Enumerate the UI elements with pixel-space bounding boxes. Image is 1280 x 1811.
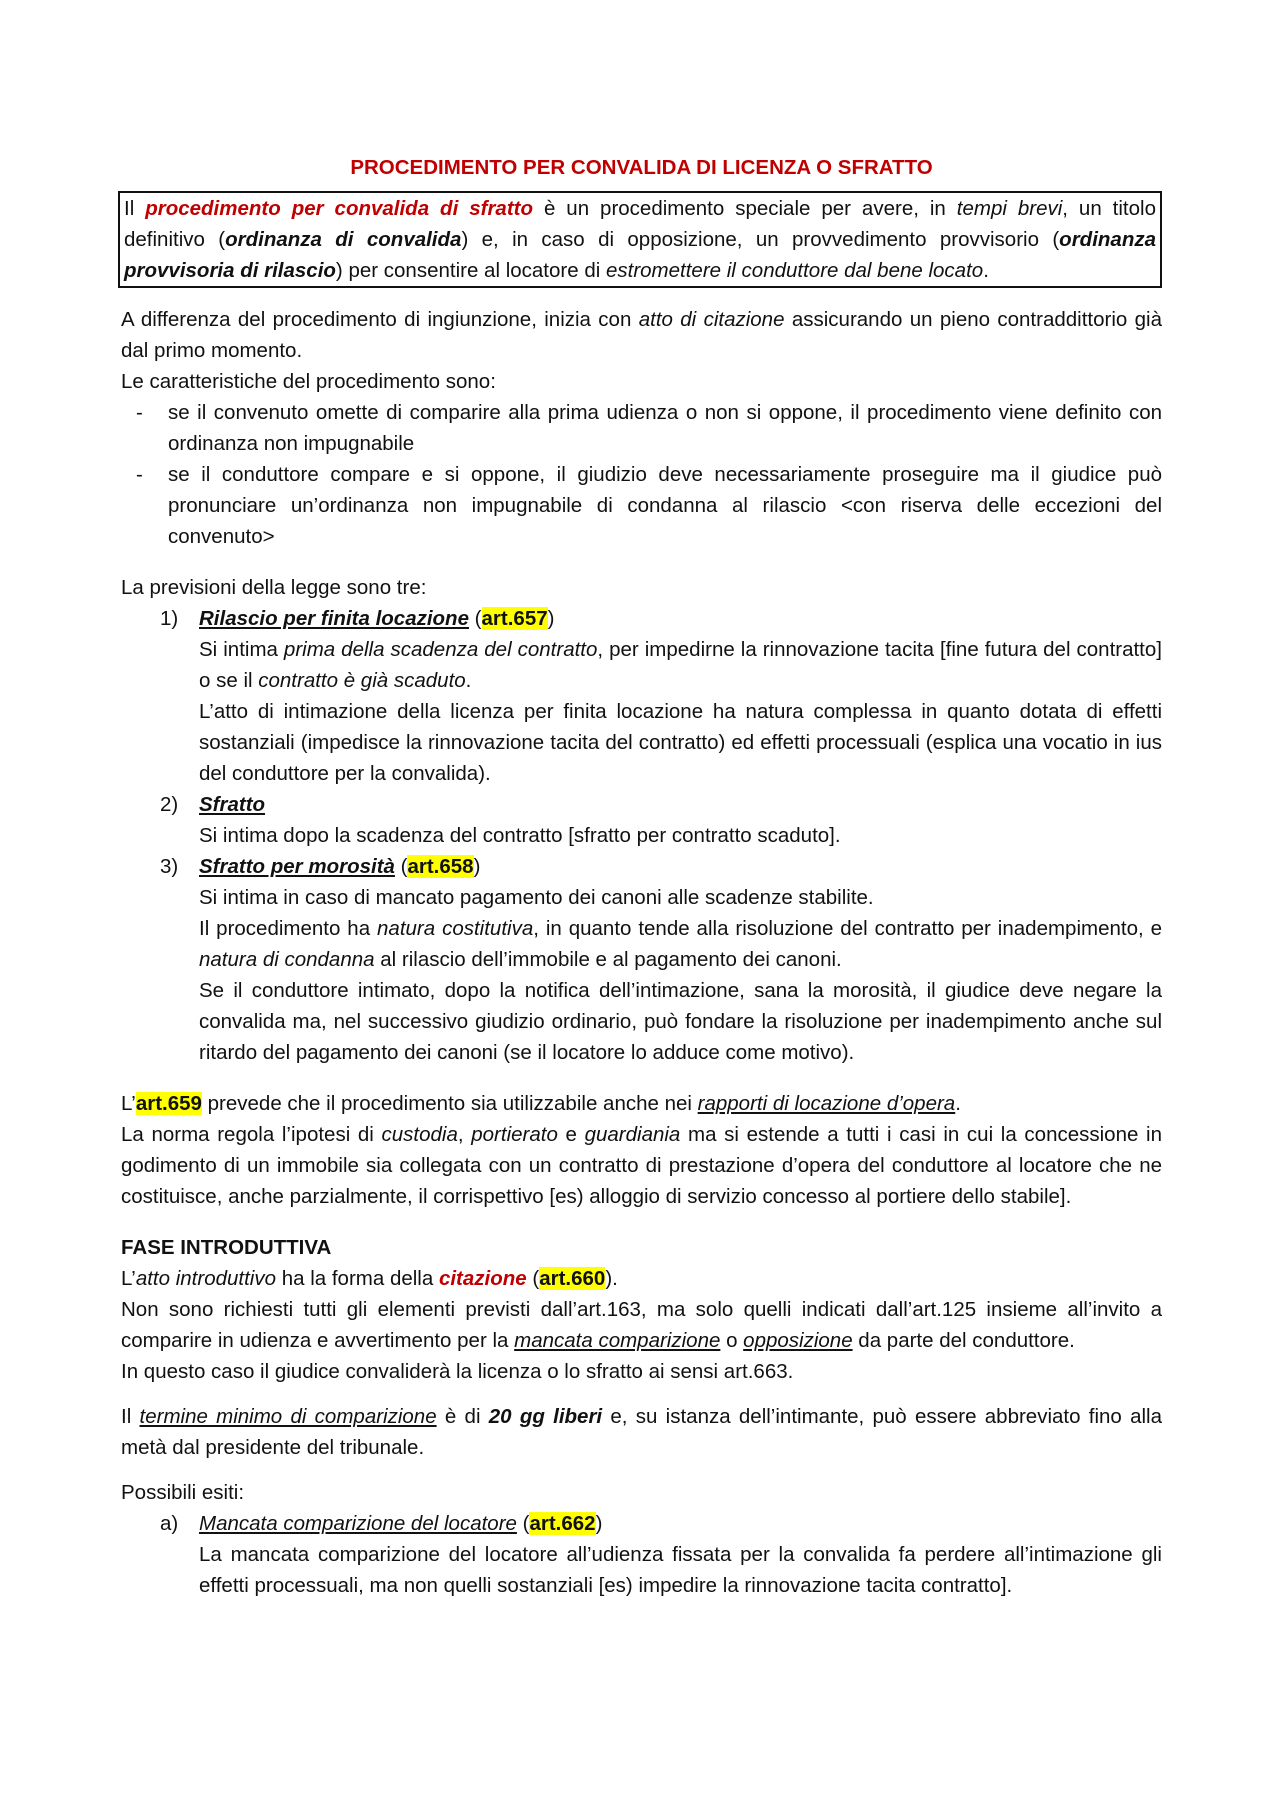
fase-paragraph	[121, 1294, 1162, 1356]
article-ref: art.659	[135, 1092, 202, 1115]
box-emphasis: estromettere il conduttore dal bene locato	[605, 259, 984, 282]
box-text: ) e, in caso di opposizione, un provvedimento provvisorio (	[461, 228, 1060, 251]
list-number: 3)	[160, 855, 179, 878]
text: assicurando un pieno contraddittorio già dal primo momento.	[121, 308, 1162, 362]
box-emphasis: ordinanza di convalida	[225, 228, 462, 251]
article-ref: art.662	[529, 1512, 596, 1535]
box-text: , un titolo definitivo (	[124, 197, 1156, 251]
emphasis: opposizione	[743, 1329, 853, 1352]
text: L’	[121, 1092, 136, 1115]
definition-box	[118, 191, 1162, 288]
text: o	[720, 1329, 744, 1352]
list-item	[121, 1508, 1162, 1601]
item-paragraph: Si intima in caso di mancato pagamento dei canoni alle scadenze stabilite.	[199, 886, 874, 909]
list-item	[121, 789, 1162, 851]
text: , per impedirne la rinnovazione tacita [fine futura del contratto] o se il	[199, 638, 1162, 692]
text: .	[955, 1092, 961, 1115]
item-heading	[199, 1508, 1162, 1539]
box-keyword: procedimento per convalida di sfratto	[145, 197, 533, 220]
esiti-lead: Possibili esiti:	[121, 1481, 245, 1504]
fase-paragraph	[121, 1401, 1162, 1463]
previsioni-lead: La previsioni della legge sono tre:	[121, 576, 427, 599]
item-paragraph: Si intima dopo la scadenza del contratto [sfratto per contratto scaduto].	[199, 824, 841, 847]
emphasis: custodia	[381, 1123, 458, 1146]
article-ref: art.657	[481, 607, 548, 630]
item-title: Rilascio per finita locazione	[199, 607, 469, 630]
list-item	[121, 397, 1162, 459]
item-paragraph: L’atto di intimazione della licenza per finita locazione ha natura complessa in quanto dotata di effetti sostanziali (impedisce la rinnovazione tacita del contratto) ed effetti processuali (esplica una vocatio in ius del conduttore per la convalida).	[199, 700, 1162, 785]
text: A differenza del procedimento di ingiunzione, inizia con	[121, 308, 639, 331]
box-text: è un procedimento speciale per avere, in	[533, 197, 957, 220]
emphasis: termine minimo di comparizione	[139, 1405, 437, 1428]
text: ha la forma della	[276, 1267, 439, 1290]
intro-paragraph	[121, 304, 1162, 366]
item-paragraph	[199, 634, 1162, 696]
text: )	[473, 855, 481, 878]
text: ).	[605, 1267, 618, 1290]
item-paragraph: La mancata comparizione del locatore all’udienza fissata per la convalida fa perdere all’intimazione gli effetti processuali, ma non quelli sostanziali [es) impedire la rinnovazione tacita contratto].	[199, 1543, 1162, 1597]
emphasis: prima della scadenza del contratto	[283, 638, 598, 661]
keyword: citazione	[438, 1267, 527, 1290]
item-title: Mancata comparizione del locatore	[199, 1512, 517, 1535]
list-item	[121, 603, 1162, 789]
box-text: .	[983, 259, 989, 282]
intro-lead: Le caratteristiche del procedimento sono:	[121, 370, 496, 393]
text: )	[547, 607, 555, 630]
list-body	[199, 1508, 1162, 1601]
page-title: PROCEDIMENTO PER CONVALIDA DI LICENZA O SFRATTO	[350, 156, 933, 179]
text: e	[557, 1123, 585, 1146]
emphasis: rapporti di locazione d’opera	[697, 1092, 956, 1115]
emphasis: 20 gg liberi	[488, 1405, 603, 1428]
item-title: Sfratto per morosità	[199, 855, 395, 878]
item-heading	[199, 603, 1162, 634]
text: ,	[457, 1123, 472, 1146]
text: (	[526, 1267, 540, 1290]
emphasis: natura di condanna	[199, 948, 375, 971]
item-title: Sfratto	[199, 793, 266, 816]
text: (	[468, 607, 482, 630]
list-item	[121, 459, 1162, 552]
text: e, su istanza dell’intimante, può essere abbreviato fino alla metà dal presidente del tribunale.	[121, 1405, 1162, 1459]
item-paragraph: Se il conduttore intimato, dopo la notifica dell’intimazione, sana la morosità, il giudice deve negare la convalida ma, nel successivo giudizio ordinario, può fondare la risoluzione per inadempimento anche sul ritardo del pagamento dei canoni (se il locatore lo adduce come motivo).	[199, 979, 1162, 1064]
text: La norma regola l’ipotesi di	[121, 1123, 382, 1146]
list-letter: a)	[160, 1512, 179, 1535]
emphasis: atto di citazione	[638, 308, 785, 331]
fase-paragraph	[121, 1263, 1162, 1294]
text: , in quanto tende alla risoluzione del contratto per inadempimento, e	[533, 917, 1162, 940]
text: Il	[121, 1405, 140, 1428]
item-heading	[199, 789, 1162, 820]
box-text: ) per consentire al locatore di	[335, 259, 606, 282]
text: al rilascio dell’immobile e al pagamento dei canoni.	[374, 948, 842, 971]
list-text: se il convenuto omette di comparire alla prima udienza o non si oppone, il procedimento viene definito con ordinanza non impugnabile	[168, 401, 1162, 455]
emphasis: mancata comparizione	[514, 1329, 721, 1352]
list-dash: -	[136, 463, 143, 486]
emphasis: guardiania	[584, 1123, 681, 1146]
text: )	[595, 1512, 603, 1535]
list-dash: -	[136, 401, 143, 424]
text: L’	[121, 1267, 136, 1290]
article-ref: art.660	[539, 1267, 606, 1290]
list-body	[199, 789, 1162, 851]
text: (	[516, 1512, 530, 1535]
box-emphasis: tempi brevi	[956, 197, 1063, 220]
text: .	[465, 669, 472, 692]
art659-paragraph	[121, 1088, 1162, 1119]
item-paragraph	[199, 913, 1162, 975]
article-ref: art.658	[407, 855, 474, 878]
text: Si intima	[199, 638, 284, 661]
text: ma si estende a tutti i casi in cui la concessione in godimento di un immobile sia collegata con un contratto di prestazione d’opera del conduttore al locatore che ne costituisce, anche parzialmente, il corrispettivo [es) alloggio di servizio concesso al portiere dello stabile].	[121, 1123, 1162, 1208]
emphasis: natura costitutiva	[377, 917, 534, 940]
text: da parte del conduttore.	[852, 1329, 1075, 1352]
text: prevede che il procedimento sia utilizzabile anche nei	[201, 1092, 698, 1115]
emphasis: portierato	[471, 1123, 558, 1146]
section-heading: FASE INTRODUTTIVA	[121, 1236, 332, 1259]
text: è di	[436, 1405, 489, 1428]
text: Non sono richiesti tutti gli elementi previsti dall’art.163, ma solo quelli indicati dall’art.125 insieme all’invito a comparire in udienza e avvertimento per la	[121, 1298, 1162, 1352]
box-emphasis: ordinanza provvisoria di rilascio	[124, 228, 1156, 282]
emphasis: contratto è già scaduto	[258, 669, 466, 692]
emphasis: atto introduttivo	[135, 1267, 276, 1290]
text: (	[394, 855, 408, 878]
list-number: 2)	[160, 793, 179, 816]
text: Il procedimento ha	[199, 917, 378, 940]
fase-paragraph: In questo caso il giudice convaliderà la licenza o lo sfratto ai sensi art.663.	[121, 1360, 794, 1383]
art659-paragraph	[121, 1119, 1162, 1212]
list-text: se il conduttore compare e si oppone, il giudizio deve necessariamente proseguire ma il giudice può pronunciare un’ordinanza non impugnabile di condanna al rilascio <con riserva delle eccezioni del convenuto>	[168, 463, 1162, 548]
list-body	[199, 603, 1162, 789]
list-number: 1)	[160, 607, 179, 630]
list-body	[199, 851, 1162, 1068]
item-heading	[199, 851, 1162, 882]
box-text: Il	[124, 197, 146, 220]
list-item	[121, 851, 1162, 1068]
